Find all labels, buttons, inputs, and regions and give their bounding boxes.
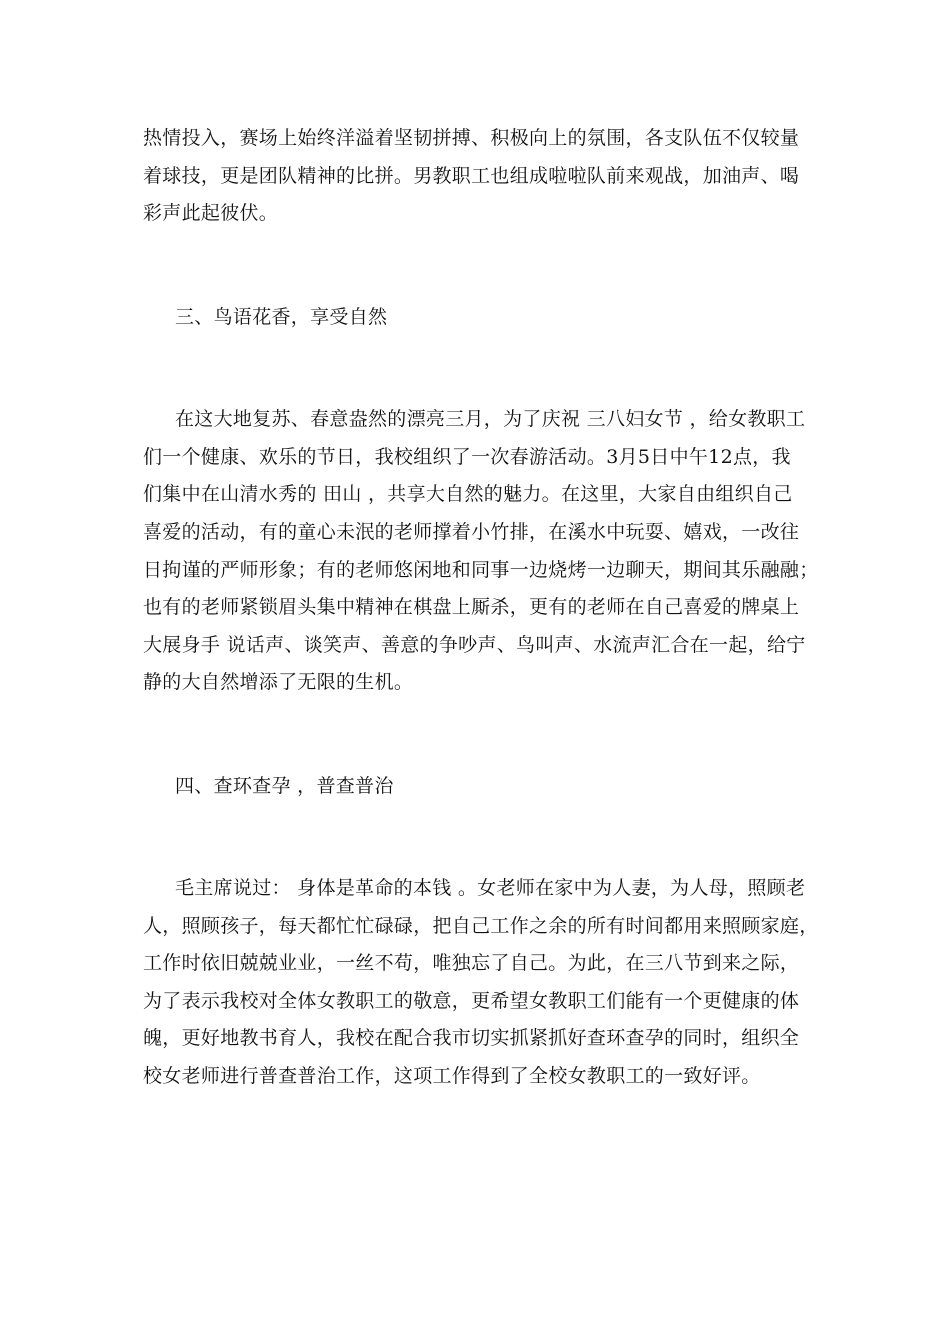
paragraph-line: 也有的老师紧锁眉头集中精神在棋盘上厮杀，更有的老师在自己喜爱的牌桌上 <box>143 596 800 618</box>
paragraph-line: 静的大自然增添了无限的生机。 <box>143 671 414 693</box>
paragraph-line: 魄，更好地教书育人，我校在配合我市切实抓紧抓好查环查孕的同时，组织全 <box>143 1027 800 1049</box>
paragraph-line: 们集中在山清水秀的 田山 ，共享大自然的魅力。在这里，大家自由组织自己 <box>143 483 793 505</box>
paragraph-line: 在这大地复苏、春意盎然的漂亮三月，为了庆祝 三八妇女节 ，给女教职工 <box>175 408 806 430</box>
paragraph-line: 彩声此起彼伏。 <box>143 202 279 224</box>
paragraph-line: 校女老师进行普查普治工作，这项工作得到了全校女教职工的一致好评。 <box>143 1065 761 1087</box>
paragraph-line: 为了表示我校对全体女教职工的敬意，更希望女教职工们能有一个更健康的体 <box>143 990 800 1012</box>
section-heading-4: 四、查环查孕 ，普查普治 <box>175 775 394 797</box>
paragraph-line: 着球技，更是团队精神的比拼。男教职工也组成啦啦队前来观战，加油声、喝 <box>143 165 800 187</box>
paragraph-line: 热情投入，赛场上始终洋溢着坚韧拼搏、积极向上的氛围，各支队伍不仅较量 <box>143 127 800 149</box>
paragraph-line: 工作时依旧兢兢业业，一丝不苟，唯独忘了自己。为此，在三八节到来之际， <box>143 952 800 974</box>
section-heading-3: 三、鸟语花香，享受自然 <box>175 306 388 328</box>
paragraph-line: 们一个健康、欢乐的节日，我校组织了一次春游活动。3月5日中午12点，我 <box>143 446 791 468</box>
paragraph-line: 日拘谨的严师形象；有的老师悠闲地和同事一边烧烤一边聊天，期间其乐融融； <box>143 559 819 581</box>
paragraph-line: 喜爱的活动，有的童心未泯的老师撑着小竹排，在溪水中玩耍、嬉戏，一改往 <box>143 521 800 543</box>
paragraph-line: 大展身手 说话声、谈笑声、善意的争吵声、鸟叫声、水流声汇合在一起，给宁 <box>143 634 806 656</box>
paragraph-line: 人，照顾孩子，每天都忙忙碌碌，把自己工作之余的所有时间都用来照顾家庭， <box>143 915 819 937</box>
paragraph-line: 毛主席说过： 身体是革命的本钱 。女老师在家中为人妻，为人母，照顾老 <box>175 877 806 899</box>
